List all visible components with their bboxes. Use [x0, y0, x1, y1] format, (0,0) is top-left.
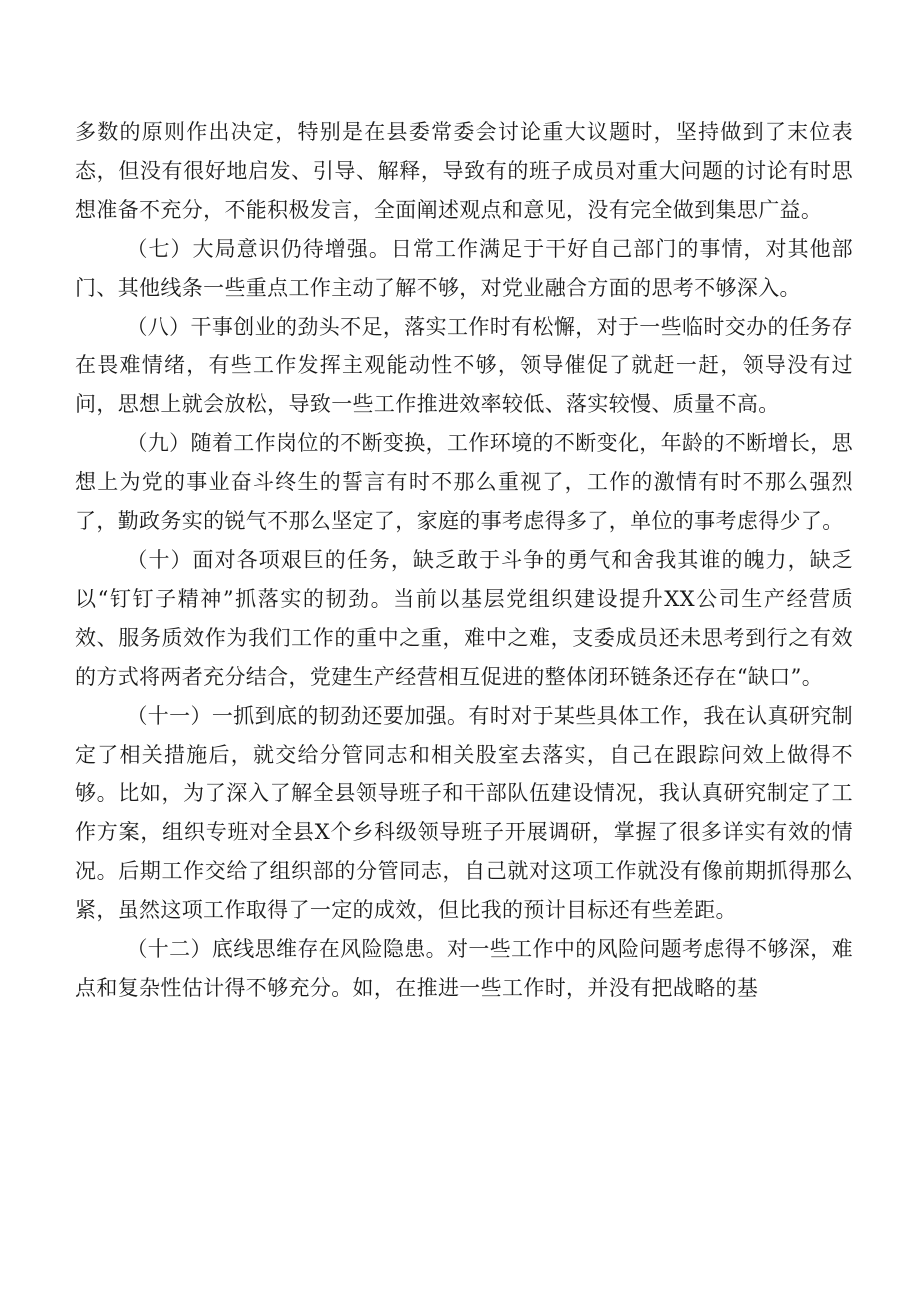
paragraph-continuation: 多数的原则作出决定，特别是在县委常委会讨论重大议题时，坚持做到了末位表态，但没有很好地启发、引导、解释，导致有的班子成员对重大问题的讨论有时思想准备不充分，不能积极发言，全面阐述观点和意见，没有完全做到集思广益。 [75, 120, 853, 222]
paragraph-item-12: （十二）底线思维存在风险隐患。对一些工作中的风险问题考虑得不够深，难点和复杂性估计得不够充分。如，在推进一些工作时，并没有把战略的基 [75, 937, 853, 1000]
document-page [75, 113, 853, 1008]
paragraph-item-10: （十）面对各项艰巨的任务，缺乏敢于斗争的勇气和舍我其谁的魄力，缺乏以“钉钉子精神”抓落实的韧劲。当前以基层党组织建设提升XX公司生产经营质效、服务质效作为我们工作的重中之重，难中之难，支委成员还未思考到行之有效的方式将两者充分结合，党建生产经营相互促进的整体闭环链条还存在“缺口”。 [75, 547, 853, 689]
paragraph-item-8: （八）干事创业的劲头不足，落实工作时有松懈，对于一些临时交办的任务存在畏难情绪，有些工作发挥主观能动性不够，领导催促了就赶一赶，领导没有过问，思想上就会放松，导致一些工作推进效率较低、落实较慢、质量不高。 [75, 314, 853, 417]
paragraph-item-7: （七）大局意识仍待增强。日常工作满足于干好自己部门的事情，对其他部门、其他线条一些重点工作主动了解不够，对党业融合方面的思考不够深入。 [75, 236, 853, 300]
paragraph-item-11: （十一）一抓到底的韧劲还要加强。有时对于某些具体工作，我在认真研究制定了相关措施后，就交给分管同志和相关股室去落实，自己在跟踪问效上做得不够。比如，为了深入了解全县领导班子和干部队伍建设情况，我认真研究制定了工作方案，组织专班对全县X个乡科级领导班子开展调研，掌握了很多详实有效的情况。后期工作交给了组织部的分管同志，自己就对这项工作就没有像前期抓得那么紧，虽然这项工作取得了一定的成效，但比我的预计目标还有些差距。 [75, 703, 853, 923]
paragraph-item-9: （九）随着工作岗位的不断变换，工作环境的不断变化，年龄的不断增长，思想上为党的事业奋斗终生的誓言有时不那么重视了，工作的激情有时不那么强烈了，勤政务实的锐气不那么坚定了，家庭的事考虑得多了，单位的事考虑得少了。 [75, 431, 853, 534]
